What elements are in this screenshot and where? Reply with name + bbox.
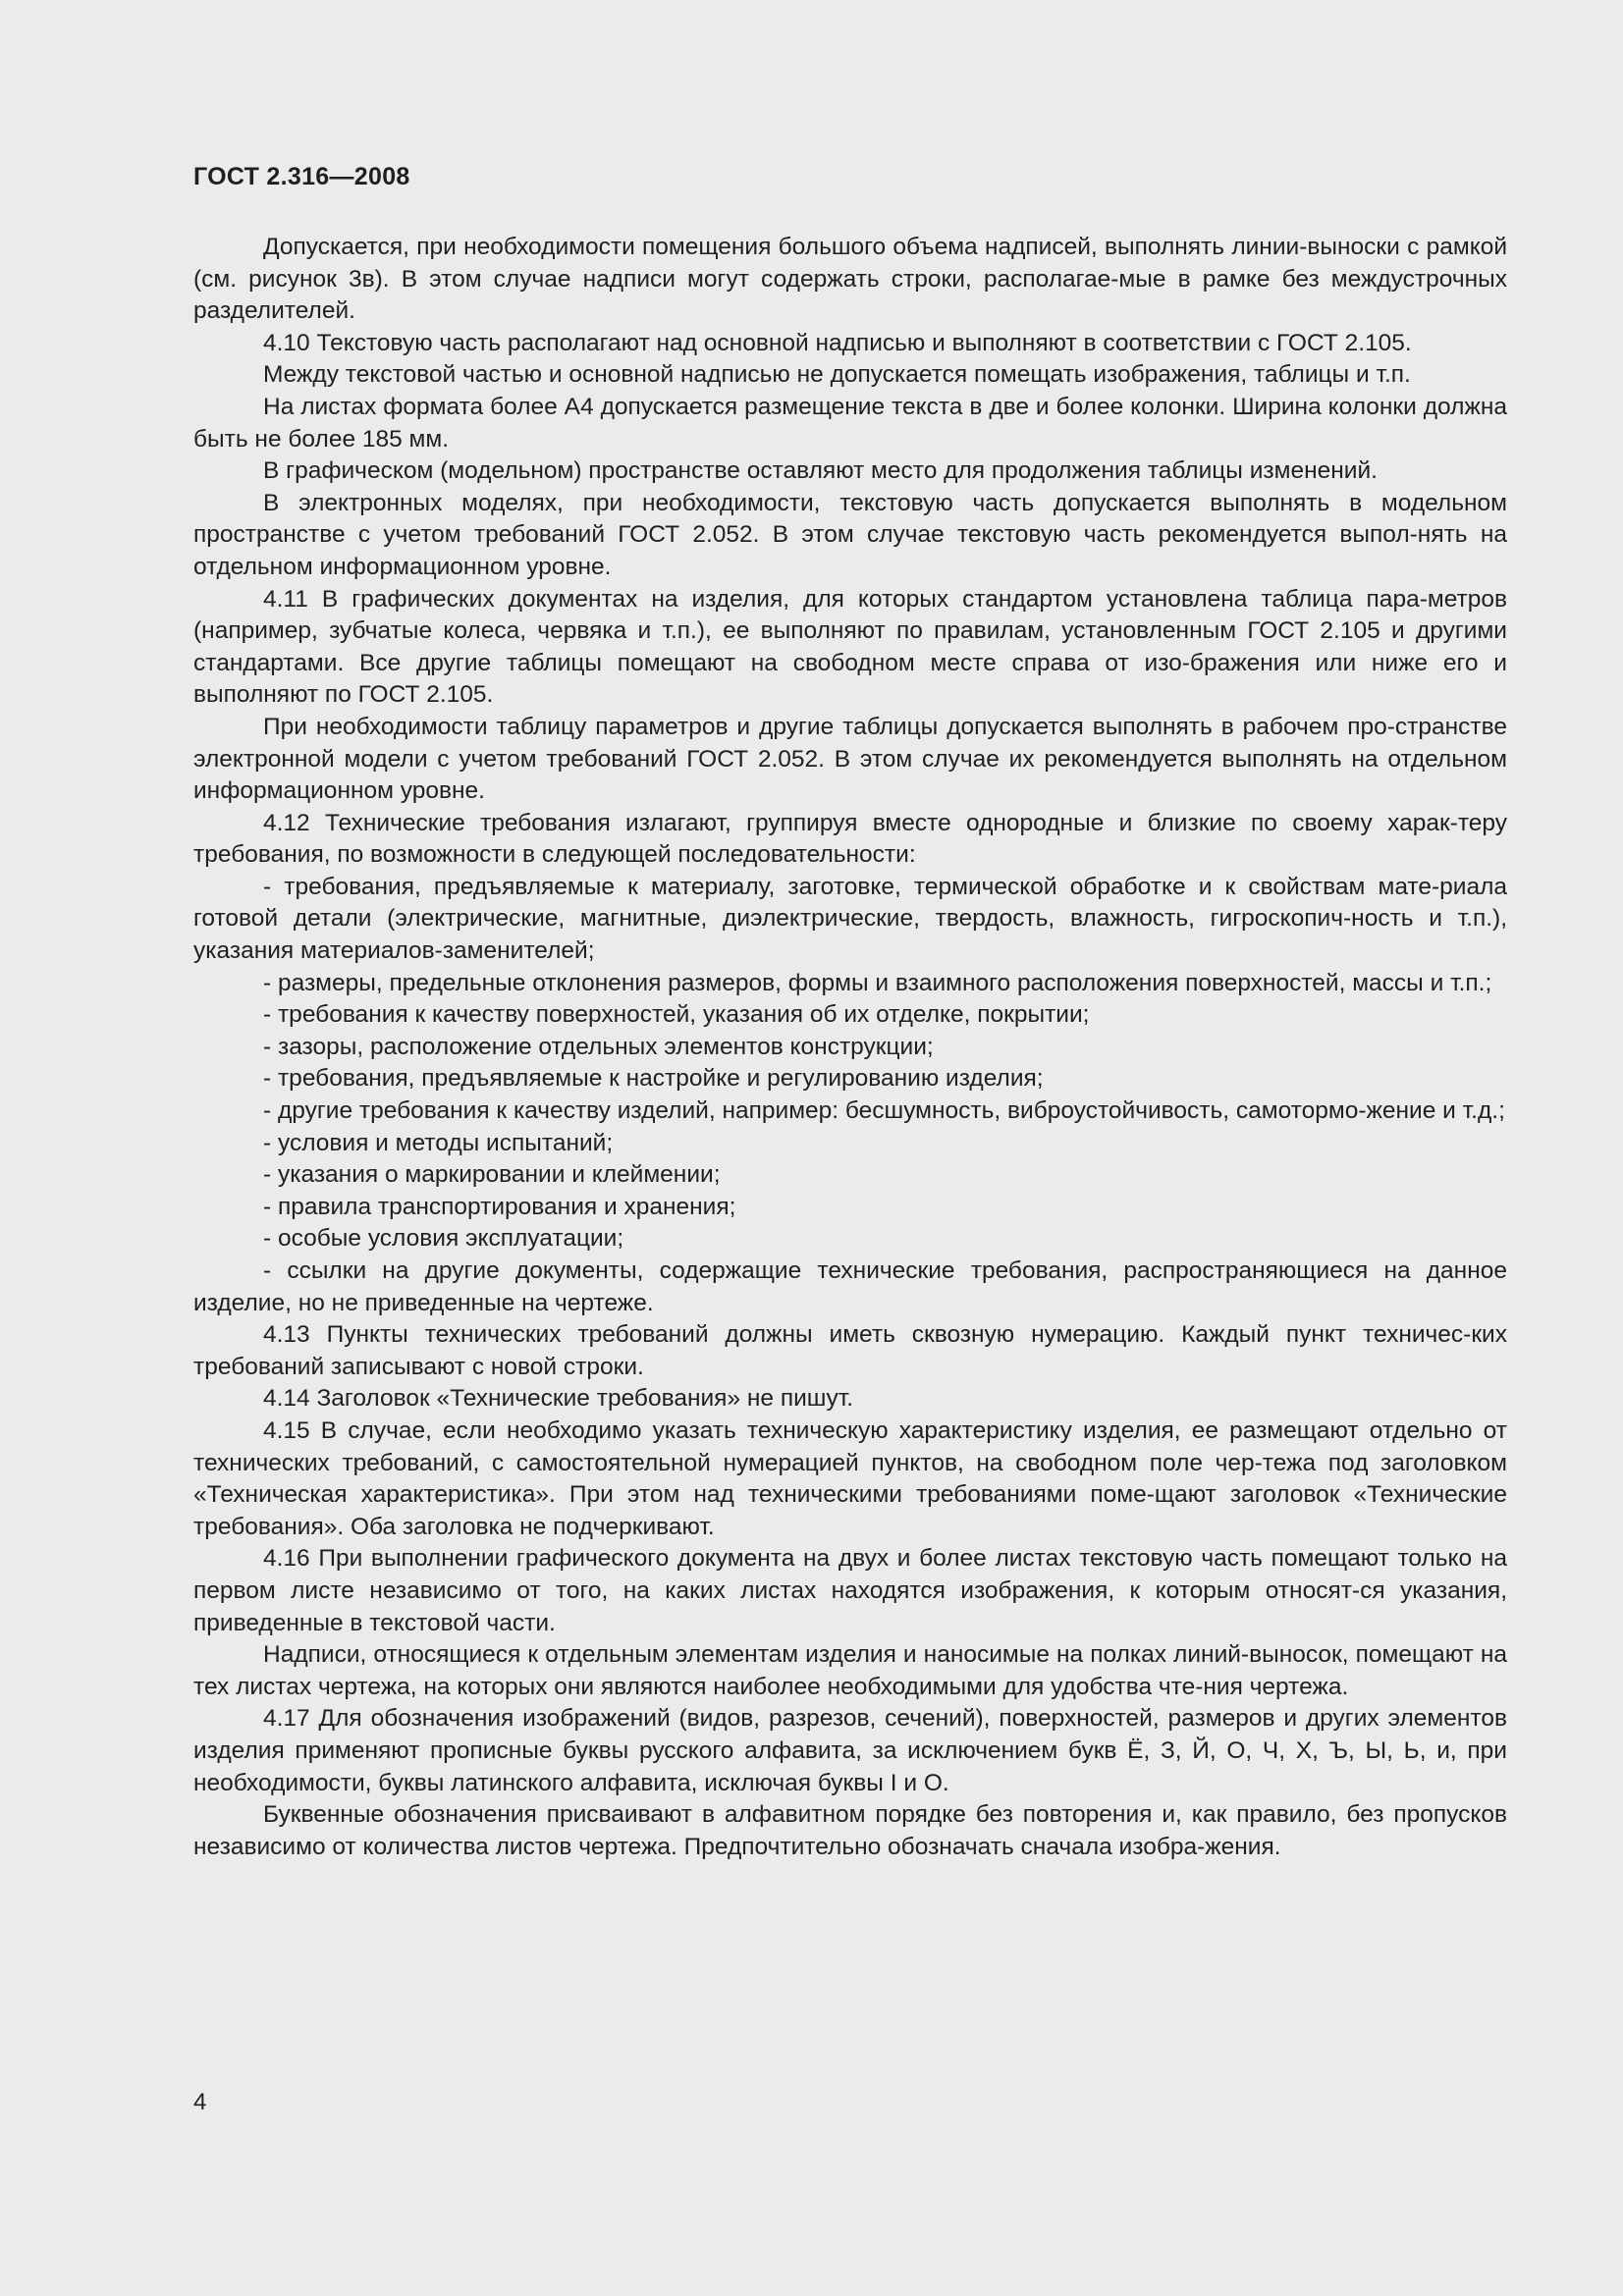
page-number: 4 — [193, 2089, 207, 2115]
paragraph: 4.14 Заголовок «Технические требования» не пишут. — [263, 1385, 854, 1413]
list-item: - зазоры, расположение отдельных элементов конструкции; — [263, 1033, 934, 1060]
list-item: - требования к качеству поверхностей, указания об их отделке, покрытии; — [263, 1001, 1090, 1029]
document-header: ГОСТ 2.316—2008 — [193, 163, 410, 190]
paragraph: 4.15 В случае, если необходимо указать техническую характеристику изделия, ее размещают отдельно от технических требований, с самостоятельной нумерацией пунктов, на свободном поле чер-тежа под заголовком «Техническая характеристика». При этом над техническими требованиями поме-щают заголовок «Технические требования». Оба заголовка не подчеркивают. — [193, 1416, 1507, 1540]
paragraph: 4.10 Текстовую часть располагают над основной надписью и выполняют в соответствии с ГОСТ 2.105. — [263, 329, 1412, 356]
paragraph: 4.11 В графических документах на изделия, для которых стандартом установлена таблица пара-метров (например, зубчатые колеса, червяка и т.п.), ее выполняют по правилам, установленным ГОСТ 2.105 и другими стандартами. Все другие таблицы помещают на свободном месте справа от изо-бражения или ниже его и выполняют по ГОСТ 2.105. — [193, 585, 1507, 709]
paragraph: 4.12 Технические требования излагают, группируя вместе однородные и близкие по своему харак-теру требования, по возможности в следующей последовательности: — [193, 809, 1507, 869]
paragraph: Буквенные обозначения присваивают в алфавитном порядке без повторения и, как правило, без пропусков независимо от количества листов чертежа. Предпочтительно обозначать сначала изобра-жения. — [193, 1801, 1507, 1860]
list-item: - условия и методы испытаний; — [263, 1129, 614, 1156]
list-item: - указания о маркировании и клеймении; — [263, 1161, 721, 1189]
list-item: - размеры, предельные отклонения размеров, формы и взаимного расположения поверхностей, массы и т.п.; — [263, 969, 1492, 996]
paragraph: Допускается, при необходимости помещения большого объема надписей, выполнять линии-выноски с рамкой (см. рисунок 3в). В этом случае надписи могут содержать строки, располагае-мые в рамке без междустрочных разделителей. — [193, 234, 1507, 325]
list-item: - особые условия эксплуатации; — [263, 1225, 624, 1253]
paragraph: 4.13 Пункты технических требований должны иметь сквозную нумерацию. Каждый пункт техничес-ких требований записывают с новой строки. — [193, 1321, 1507, 1380]
paragraph: 4.17 Для обозначения изображений (видов, разрезов, сечений), поверхностей, размеров и других элементов изделия применяют прописные буквы русского алфавита, за исключением букв Ё, З, Й, О, Ч, Х, Ъ, Ы, Ь, и, при необходимости, буквы латинского алфавита, исключая буквы I и O. — [193, 1705, 1507, 1796]
paragraph: Надписи, относящиеся к отдельным элементам изделия и наносимые на полках линий-выносок, помещают на тех листах чертежа, на которых они являются наиболее необходимыми для удобства чте-ния чертежа. — [193, 1641, 1507, 1700]
list-item: - другие требования к качеству изделий, например: бесшумность, виброустойчивость, самотормо-жение и т.д.; — [263, 1097, 1505, 1125]
list-item: - правила транспортирования и хранения; — [263, 1193, 736, 1220]
list-item: - требования, предъявляемые к материалу, заготовке, термической обработке и к свойствам мате-риала готовой детали (электрические, магнитные, диэлектрические, твердость, влажность, гигроскопич-ность и т.п.), указания материалов-заменителей; — [193, 873, 1507, 965]
list-item: - требования, предъявляемые к настройке и регулированию изделия; — [263, 1065, 1044, 1093]
list-item: - ссылки на другие документы, содержащие технические требования, распространяющиеся на данное изделие, но не приведенные на чертеже. — [193, 1257, 1507, 1316]
paragraph: 4.16 При выполнении графического документа на двух и более листах текстовую часть помещают только на первом листе независимо от того, на каких листах находятся изображения, к которым относят-ся указания, приведенные в текстовой части. — [193, 1545, 1507, 1636]
body-text — [193, 232, 1507, 1863]
paragraph: При необходимости таблицу параметров и другие таблицы допускается выполнять в рабочем про-странстве электронной модели с учетом требований ГОСТ 2.052. В этом случае их рекомендуется выполнять на отдельном информационном уровне. — [193, 713, 1507, 805]
paragraph: В графическом (модельном) пространстве оставляют место для продолжения таблицы изменений. — [263, 457, 1378, 485]
paragraph: В электронных моделях, при необходимости, текстовую часть допускается выполнять в модельном пространстве с учетом требований ГОСТ 2.052. В этом случае текстовую часть рекомендуется выпол-нять на отдельном информационном уровне. — [193, 489, 1507, 580]
paragraph: На листах формата более А4 допускается размещение текста в две и более колонки. Ширина колонки должна быть не более 185 мм. — [193, 393, 1507, 453]
paragraph: Между текстовой частью и основной надписью не допускается помещать изображения, таблицы и т.п. — [263, 361, 1411, 389]
